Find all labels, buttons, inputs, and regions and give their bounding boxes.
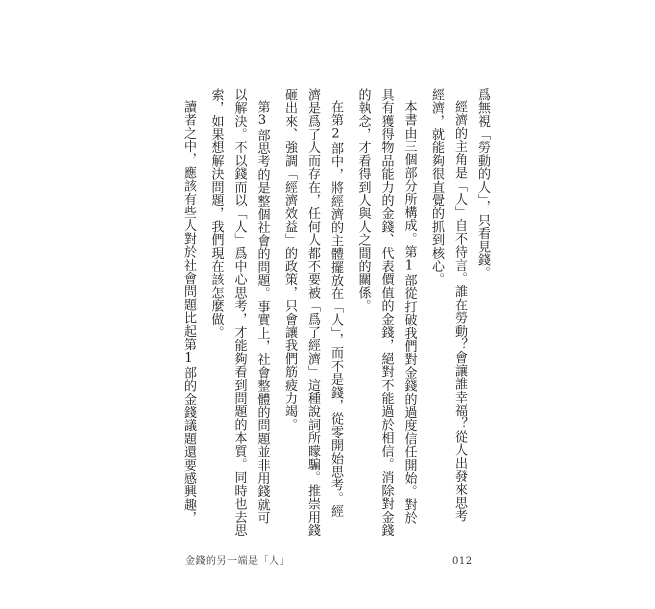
text-column-8: 濟是爲了人而存在，任何人都不要被「爲了經濟」這種說詞所矇騙。推崇用錢 (304, 88, 320, 537)
text-column-4: 本書由三個部分所構成。第1部從打破我們對金錢的過度信任開始。對於 (401, 100, 417, 525)
text-column-11: 以解決。不以錢而以「人」爲中心思考，才能夠看到問題的本質。同時也去思 (231, 88, 247, 537)
text-column-9: 砸出來、強調「經濟效益」的政策，只會讓我們筋疲力竭。 (281, 88, 297, 432)
text-column-7: 在第2部中，將經濟的主體擺放在「人」，而不是錢，從零開始思考。經 (328, 100, 343, 518)
column-spacer (370, 88, 377, 528)
column-spacer (444, 88, 451, 528)
text-column-6: 的執念，才看得到人與人之間的關係。 (355, 88, 371, 313)
column-spacer (223, 88, 230, 528)
paragraph-spacer (270, 88, 281, 528)
text-column-2: 經濟的主角是「人」自不待言。誰在勞動？會讓誰幸福？從人出發來思考 (451, 100, 467, 523)
text-column-12: 索，如果想解決問題，我們現在該怎麼做。 (208, 88, 224, 339)
paragraph-spacer (417, 88, 428, 528)
column-spacer (246, 88, 253, 528)
column-spacer (320, 88, 327, 528)
page-number: 012 (452, 556, 473, 567)
paragraph-spacer (343, 88, 354, 528)
column-spacer (467, 88, 474, 528)
text-column-1: 爲無視「勞動的人」，只看見錢。 (475, 88, 490, 280)
vertical-text-block (180, 88, 490, 537)
paragraph-spacer (196, 88, 207, 528)
text-column-10: 第3部思考的是整個社會的問題。事實上，社會整體的問題並非用錢就可 (254, 100, 270, 525)
column-spacer (297, 88, 304, 528)
text-column-3: 經濟，就能夠很直覺的抓到核心。 (428, 88, 444, 286)
text-column-13: 讀者之中，應該有些人對於社會問題比起第1部的金錢議題還要感興趣， (181, 100, 196, 525)
running-title: 金錢的另一端是「人」 (185, 556, 290, 567)
text-column-5: 具有獲得物品能力的金錢、代表價值的金錢，絕對不能過於相信。消除對金錢 (378, 88, 394, 537)
column-spacer (393, 88, 400, 528)
